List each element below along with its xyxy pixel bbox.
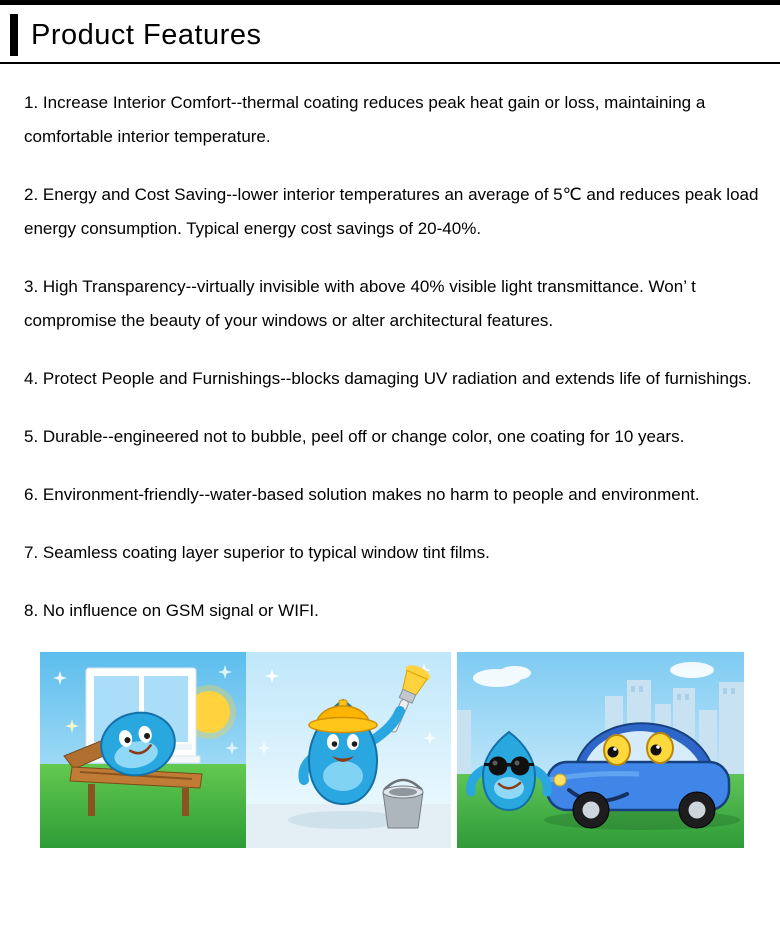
feature-item-3: 3. High Transparency--virtually invisible with above 40% visible light transmittance. Won’ t compromise the beauty of your windows or alter architectural features. [24, 277, 696, 330]
mascot-car-image [457, 652, 744, 848]
mascot-relaxing-image [40, 652, 246, 848]
section-header [0, 5, 780, 62]
feature-item-5: 5. Durable--engineered not to bubble, peel off or change color, one coating for 10 years. [24, 427, 685, 446]
features-list [0, 64, 780, 628]
feature-item-8: 8. No influence on GSM signal or WIFI. [24, 601, 319, 620]
mascot-painting-image [246, 652, 451, 848]
title-accent-bar [10, 14, 18, 56]
feature-item-7: 7. Seamless coating layer superior to typical window tint films. [24, 543, 490, 562]
bucket-icon [383, 780, 423, 828]
page-title: Product Features [31, 18, 262, 51]
feature-item-1: 1. Increase Interior Comfort--thermal coating reduces peak heat gain or loss, maintaining a comfortable interior temperature. [24, 93, 706, 146]
feature-item-2: 2. Energy and Cost Saving--lower interior temperatures an average of 5℃ and reduces peak load energy consumption. Typical energy cost savings of 20-40%. [24, 185, 759, 238]
headlight [554, 774, 566, 786]
feature-item-6: 6. Environment-friendly--water-based solution makes no harm to people and environment. [24, 485, 700, 504]
image-strip [40, 652, 780, 848]
feature-item-4: 4. Protect People and Furnishings--blocks damaging UV radiation and extends life of furnishings. [24, 369, 752, 388]
